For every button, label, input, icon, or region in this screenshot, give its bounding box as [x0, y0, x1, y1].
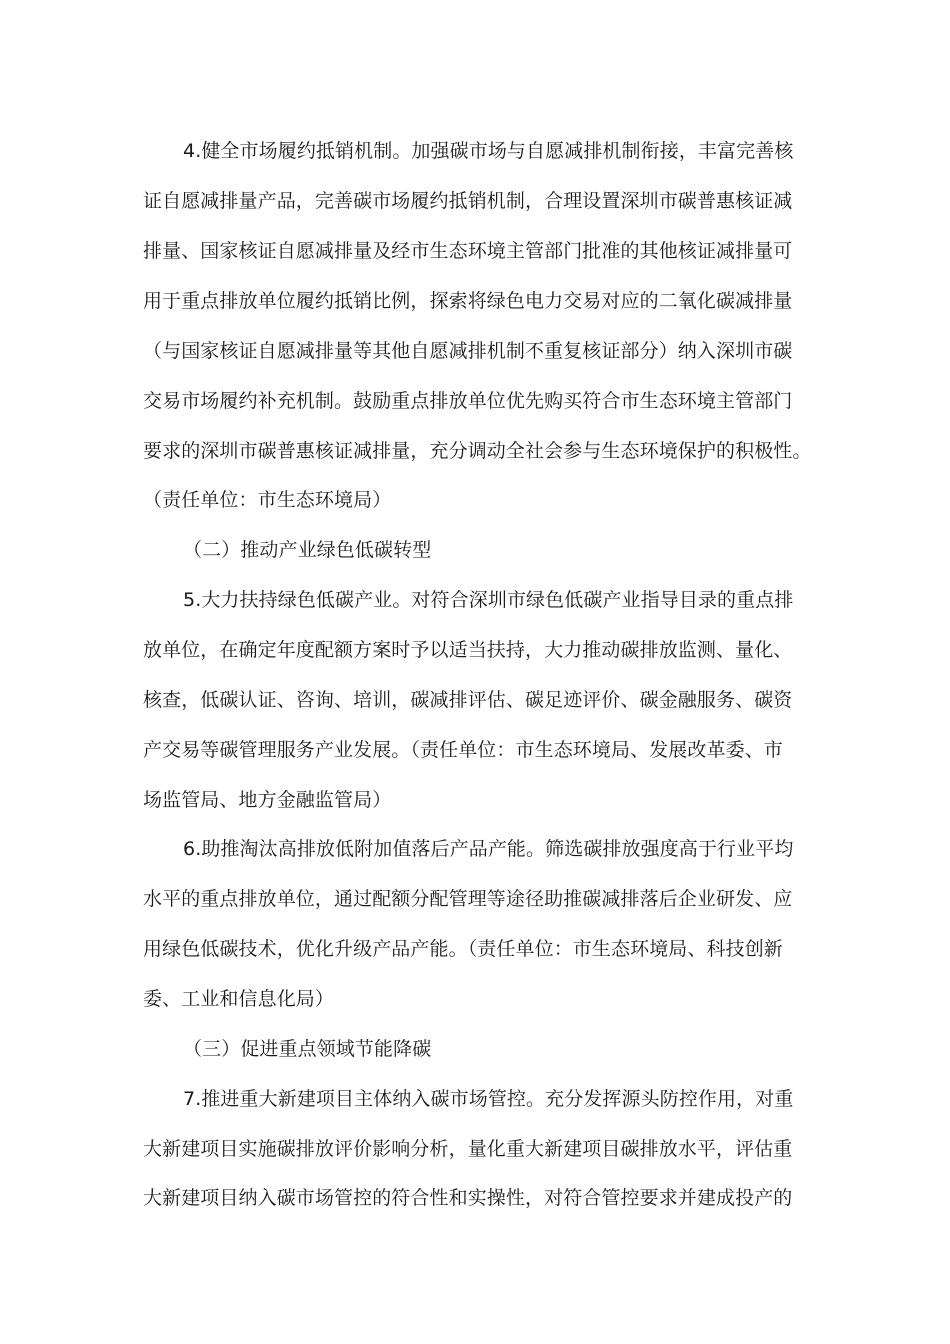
- paragraph-5-line-4: 产交易等碳管理服务产业发展。（责任单位：市生态环境局、发展改革委、市: [143, 739, 783, 761]
- paragraph-6-line-4: 委、工业和信息化局）: [143, 988, 335, 1010]
- paragraph-7-line-1: 7.推进重大新建项目主体纳入碳市场管控。充分发挥源头防控作用，对重: [183, 1088, 794, 1110]
- paragraph-4-line-6: 交易市场履约补充机制。鼓励重点排放单位优先购买符合市生态环境主管部门: [143, 390, 793, 412]
- paragraph-4-line-2: 证自愿减排量产品，完善碳市场履约抵销机制，合理设置深圳市碳普惠核证减: [143, 190, 793, 212]
- paragraph-4-line-8: （责任单位：市生态环境局）: [143, 489, 392, 511]
- paragraph-5-line-2: 放单位，在确定年度配额方案时予以适当扶持，大力推动碳排放监测、量化、: [143, 639, 793, 661]
- paragraph-5-line-3: 核查，低碳认证、咨询、培训，碳减排评估、碳足迹评价、碳金融服务、碳资: [143, 689, 793, 711]
- paragraph-6-line-1: 6.助推淘汰高排放低附加值落后产品产能。筛选碳排放强度高于行业平均: [183, 838, 794, 860]
- paragraph-6-line-2: 水平的重点排放单位，通过配额分配管理等途径助推碳减排落后企业研发、应: [143, 888, 793, 910]
- paragraph-7-line-2: 大新建项目实施碳排放评价影响分析，量化重大新建项目碳排放水平，评估重: [143, 1138, 793, 1160]
- paragraph-4-line-4: 用于重点排放单位履约抵销比例，探索将绿色电力交易对应的二氧化碳减排量: [143, 290, 793, 312]
- paragraph-6-line-3: 用绿色低碳技术，优化升级产品产能。（责任单位：市生态环境局、科技创新: [143, 938, 783, 960]
- paragraph-5-line-5: 场监管局、地方金融监管局）: [143, 789, 392, 811]
- paragraph-4-line-3: 排量、国家核证自愿减排量及经市生态环境主管部门批准的其他核证减排量可: [143, 240, 793, 262]
- section-heading-3: （三）促进重点领域节能降碳: [183, 1038, 432, 1060]
- paragraph-4-line-7: 要求的深圳市碳普惠核证减排量，充分调动全社会参与生态环境保护的积极性。: [143, 440, 812, 462]
- section-heading-2: （二）推动产业绿色低碳转型: [183, 539, 432, 561]
- paragraph-4-line-5: （与国家核证自愿减排量等其他自愿减排机制不重复核证部分）纳入深圳市碳: [143, 340, 793, 362]
- paragraph-5-line-1: 5.大力扶持绿色低碳产业。对符合深圳市绿色低碳产业指导目录的重点排: [183, 589, 794, 611]
- paragraph-4-line-1: 4.健全市场履约抵销机制。加强碳市场与自愿减排机制衔接，丰富完善核: [183, 140, 794, 162]
- paragraph-7-line-3: 大新建项目纳入碳市场管控的符合性和实操性，对符合管控要求并建成投产的: [143, 1187, 793, 1209]
